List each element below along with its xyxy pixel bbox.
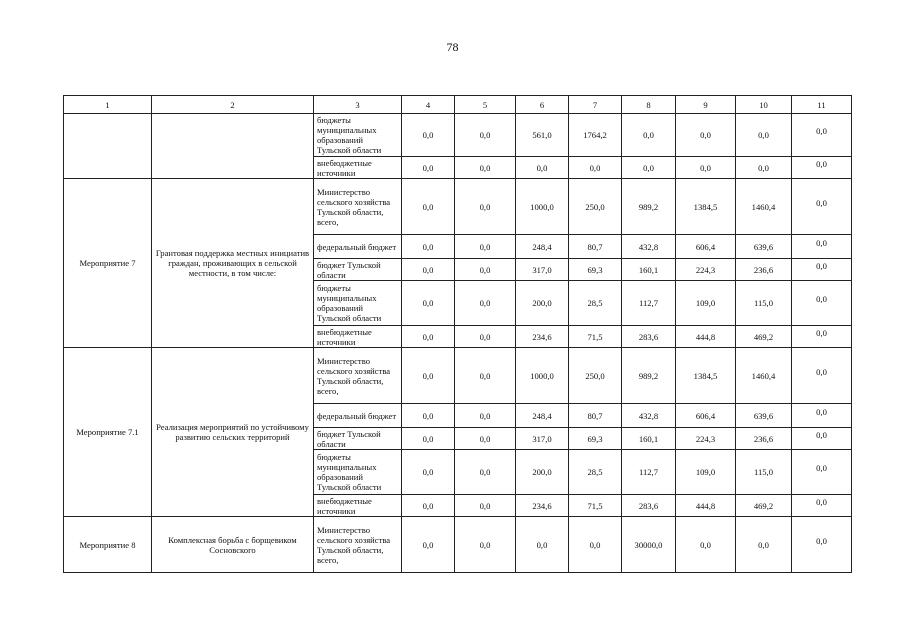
value-cell: 30000,0	[622, 517, 676, 573]
value-cell: 432,8	[622, 235, 676, 259]
value-cell: 80,7	[569, 235, 622, 259]
column-header: 10	[736, 96, 792, 114]
value-cell: 0,0	[516, 517, 569, 573]
value-text: 0,0	[816, 406, 827, 417]
value-cell: 112,7	[622, 281, 676, 326]
value-text: 0,0	[816, 126, 827, 136]
table-row	[64, 179, 852, 235]
value-cell: 0,0	[402, 281, 455, 326]
value-cell	[792, 281, 852, 326]
value-cell: 0,0	[455, 281, 516, 326]
event-cell: Мероприятие 7.1	[64, 348, 152, 517]
value-cell: 0,0	[736, 114, 792, 157]
value-cell: 0,0	[622, 157, 676, 179]
value-text: 0,0	[816, 429, 827, 440]
funding-source-cell: бюджеты муниципальных образований Тульской области	[314, 114, 402, 157]
value-cell: 0,0	[402, 326, 455, 348]
value-cell: 69,3	[569, 259, 622, 281]
event-name-cell	[152, 114, 314, 179]
value-cell: 160,1	[622, 259, 676, 281]
value-cell: 1764,2	[569, 114, 622, 157]
value-cell: 639,6	[736, 404, 792, 428]
value-cell	[792, 428, 852, 450]
value-cell: 250,0	[569, 179, 622, 235]
funding-source-cell: Министерство сельского хозяйства Тульской области, всего,	[314, 517, 402, 573]
funding-source-cell: внебюджетные источники	[314, 326, 402, 348]
value-cell: 0,0	[402, 348, 455, 404]
column-header: 2	[152, 96, 314, 114]
value-cell: 236,6	[736, 259, 792, 281]
value-cell: 283,6	[622, 326, 676, 348]
column-header: 1	[64, 96, 152, 114]
value-text: 0,0	[816, 496, 827, 507]
value-cell: 28,5	[569, 450, 622, 495]
value-cell: 112,7	[622, 450, 676, 495]
value-cell: 236,6	[736, 428, 792, 450]
value-cell	[792, 157, 852, 179]
value-cell: 250,0	[569, 348, 622, 404]
value-cell	[792, 235, 852, 259]
value-cell: 469,2	[736, 326, 792, 348]
value-text: 0,0	[816, 463, 827, 473]
value-cell: 444,8	[676, 495, 736, 517]
value-cell: 109,0	[676, 281, 736, 326]
value-cell: 0,0	[455, 404, 516, 428]
column-header: 7	[569, 96, 622, 114]
value-cell: 200,0	[516, 450, 569, 495]
value-cell: 0,0	[455, 235, 516, 259]
value-cell: 1460,4	[736, 348, 792, 404]
value-cell: 989,2	[622, 348, 676, 404]
value-cell: 0,0	[676, 517, 736, 573]
value-cell	[792, 259, 852, 281]
value-cell: 0,0	[455, 495, 516, 517]
value-cell: 989,2	[622, 179, 676, 235]
value-cell: 0,0	[402, 495, 455, 517]
value-cell: 224,3	[676, 428, 736, 450]
value-cell: 200,0	[516, 281, 569, 326]
value-cell: 0,0	[402, 450, 455, 495]
value-cell: 0,0	[402, 157, 455, 179]
value-cell: 0,0	[402, 517, 455, 573]
column-header: 8	[622, 96, 676, 114]
value-cell: 160,1	[622, 428, 676, 450]
funding-source-cell: бюджеты муниципальных образований Тульской области	[314, 281, 402, 326]
value-cell: 1000,0	[516, 348, 569, 404]
value-cell: 1460,4	[736, 179, 792, 235]
value-cell	[792, 404, 852, 428]
funding-source-cell: Министерство сельского хозяйства Тульской области, всего,	[314, 179, 402, 235]
value-cell: 1384,5	[676, 348, 736, 404]
value-cell	[792, 348, 852, 404]
value-text: 0,0	[816, 158, 827, 169]
funding-source-cell: бюджет Тульской области	[314, 259, 402, 281]
value-cell: 115,0	[736, 281, 792, 326]
value-cell	[792, 450, 852, 495]
value-cell: 115,0	[736, 450, 792, 495]
value-cell: 639,6	[736, 235, 792, 259]
value-text: 0,0	[816, 260, 827, 271]
value-cell: 0,0	[455, 348, 516, 404]
column-header: 5	[455, 96, 516, 114]
column-header: 11	[792, 96, 852, 114]
value-cell: 0,0	[455, 179, 516, 235]
value-cell: 71,5	[569, 495, 622, 517]
value-cell: 109,0	[676, 450, 736, 495]
value-cell: 248,4	[516, 235, 569, 259]
column-header: 6	[516, 96, 569, 114]
value-cell: 606,4	[676, 235, 736, 259]
value-cell: 69,3	[569, 428, 622, 450]
value-cell	[792, 495, 852, 517]
funding-source-cell: внебюджетные источники	[314, 157, 402, 179]
value-cell: 0,0	[736, 157, 792, 179]
value-cell: 0,0	[516, 157, 569, 179]
value-cell	[792, 517, 852, 573]
value-cell: 0,0	[402, 428, 455, 450]
funding-source-cell: федеральный бюджет	[314, 235, 402, 259]
value-cell: 0,0	[676, 157, 736, 179]
value-cell: 0,0	[455, 114, 516, 157]
value-cell: 0,0	[455, 157, 516, 179]
funding-source-cell: федеральный бюджет	[314, 404, 402, 428]
funding-source-cell: внебюджетные источники	[314, 495, 402, 517]
value-cell: 0,0	[622, 114, 676, 157]
column-header: 4	[402, 96, 455, 114]
event-name-cell: Реализация мероприятий по устойчивому развитию сельских территорий	[152, 348, 314, 517]
event-cell: Мероприятие 7	[64, 179, 152, 348]
value-cell: 71,5	[569, 326, 622, 348]
value-cell: 283,6	[622, 495, 676, 517]
value-cell: 0,0	[736, 517, 792, 573]
value-cell: 469,2	[736, 495, 792, 517]
table-header-row	[64, 96, 852, 114]
value-cell: 0,0	[676, 114, 736, 157]
budget-table	[63, 95, 852, 573]
value-cell: 0,0	[402, 404, 455, 428]
funding-source-cell: Министерство сельского хозяйства Тульской области, всего,	[314, 348, 402, 404]
table-row	[64, 114, 852, 157]
value-cell: 317,0	[516, 259, 569, 281]
value-cell: 0,0	[402, 259, 455, 281]
column-header: 9	[676, 96, 736, 114]
funding-source-cell: бюджет Тульской области	[314, 428, 402, 450]
value-cell: 0,0	[455, 428, 516, 450]
event-cell	[64, 114, 152, 179]
event-name-cell: Комплексная борьба с борщевиком Сосновского	[152, 517, 314, 573]
value-cell: 0,0	[402, 114, 455, 157]
value-text: 0,0	[816, 366, 827, 377]
value-text: 0,0	[816, 294, 827, 304]
value-cell: 0,0	[455, 450, 516, 495]
value-cell	[792, 179, 852, 235]
value-cell: 234,6	[516, 326, 569, 348]
event-name-cell: Грантовая поддержка местных инициатив граждан, проживающих в сельской местности, в том числе:	[152, 179, 314, 348]
value-text: 0,0	[816, 327, 827, 338]
value-cell: 0,0	[569, 517, 622, 573]
value-cell	[792, 326, 852, 348]
value-cell: 80,7	[569, 404, 622, 428]
value-cell: 1384,5	[676, 179, 736, 235]
value-cell: 432,8	[622, 404, 676, 428]
table-row	[64, 517, 852, 573]
value-cell: 0,0	[569, 157, 622, 179]
value-cell	[792, 114, 852, 157]
funding-source-cell: бюджеты муниципальных образований Тульской области	[314, 450, 402, 495]
value-cell: 561,0	[516, 114, 569, 157]
value-cell: 0,0	[455, 259, 516, 281]
value-text: 0,0	[816, 535, 827, 546]
value-cell: 317,0	[516, 428, 569, 450]
value-cell: 0,0	[455, 517, 516, 573]
value-cell: 0,0	[402, 179, 455, 235]
value-cell: 444,8	[676, 326, 736, 348]
value-cell: 606,4	[676, 404, 736, 428]
value-cell: 1000,0	[516, 179, 569, 235]
value-cell: 248,4	[516, 404, 569, 428]
value-text: 0,0	[816, 197, 827, 208]
value-cell: 0,0	[402, 235, 455, 259]
table-row	[64, 348, 852, 404]
value-cell: 234,6	[516, 495, 569, 517]
page-number: 78	[446, 40, 459, 54]
value-cell: 28,5	[569, 281, 622, 326]
value-text: 0,0	[816, 237, 827, 248]
value-cell: 224,3	[676, 259, 736, 281]
event-cell: Мероприятие 8	[64, 517, 152, 573]
value-cell: 0,0	[455, 326, 516, 348]
column-header: 3	[314, 96, 402, 114]
